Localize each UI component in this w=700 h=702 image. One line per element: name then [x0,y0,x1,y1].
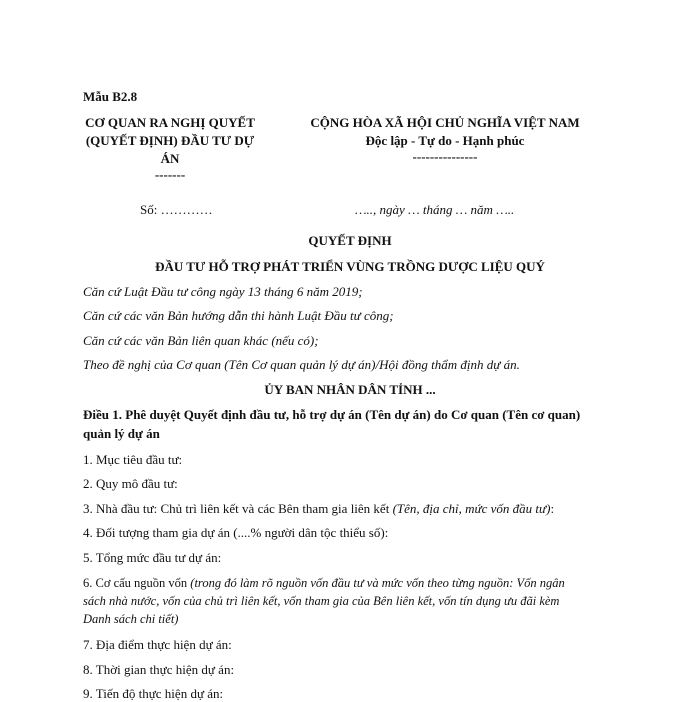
agency-line-1: CƠ QUAN RA NGHỊ QUYẾT [85,115,255,130]
item-8: 8. Thời gian thực hiện dự án: [83,662,235,677]
agency-line-2: (QUYẾT ĐỊNH) ĐẦU TƯ DỰ [85,133,255,148]
nation-title: CỘNG HÒA XÃ HỘI CHỦ NGHĨA VIỆT NAM [310,115,580,130]
item-4: 4. Đối tượng tham gia dự án (....% người dân tộc thiểu số): [83,525,389,540]
nation-motto: Độc lập - Tự do - Hạnh phúc [365,133,525,148]
form-code: Mẫu B2.8 [83,89,138,104]
item-3: 3. Nhà đầu tư: Chủ trì liên kết và các Bên tham gia liên kết (Tên, địa chỉ, mức vốn đầu tư): [83,501,555,516]
nation-divider: --------------- [412,149,478,164]
item-6-line-3: Danh sách chi tiết) [83,612,179,626]
document-subtitle: ĐẦU TƯ HỖ TRỢ PHÁT TRIỂN VÙNG TRỒNG DƯỢC LIỆU QUÝ [155,259,545,274]
article-1-line-1: Điều 1. Phê duyệt Quyết định đầu tư, hỗ trợ dự án (Tên dự án) do Cơ quan (Tên cơ quan) [83,407,581,422]
legal-basis-2: Căn cứ các văn Bản hướng dẫn thi hành Luật Đầu tư công; [83,308,394,323]
legal-basis-4: Theo đề nghị của Cơ quan (Tên Cơ quan quản lý dự án)/Hội đồng thẩm định dự án. [83,357,520,372]
agency-divider: ------- [154,167,186,182]
article-1-line-2: quản lý dự án [83,426,160,441]
date-line: ….., ngày … tháng … năm ….. [355,202,515,217]
item-6-line-1: 6. Cơ cấu nguồn vốn (trong đó làm rõ nguồn vốn đầu tư và mức vốn theo từng nguồn: Vốn ngân [83,576,565,590]
legal-basis-3: Căn cứ các văn Bản liên quan khác (nếu có); [83,333,319,348]
item-6-line-2: sách nhà nước, vốn của chủ trì liên kết, vốn tham gia của Bên liên kết, vốn tín dụng ưu đãi kèm [83,594,560,608]
document-number: Số: ………… [140,202,213,217]
document-title: QUYẾT ĐỊNH [308,233,392,248]
legal-basis-1: Căn cứ Luật Đầu tư công ngày 13 tháng 6 năm 2019; [83,284,363,299]
item-2: 2. Quy mô đầu tư: [83,476,178,491]
item-9: 9. Tiến độ thực hiện dự án: [83,686,224,701]
item-1: 1. Mục tiêu đầu tư: [83,452,183,467]
item-7: 7. Địa điểm thực hiện dự án: [83,637,232,652]
agency-line-3: ÁN [160,151,180,166]
issuing-authority: ỦY BAN NHÂN DÂN TỈNH ... [264,382,436,397]
item-5: 5. Tổng mức đầu tư dự án: [83,550,222,565]
